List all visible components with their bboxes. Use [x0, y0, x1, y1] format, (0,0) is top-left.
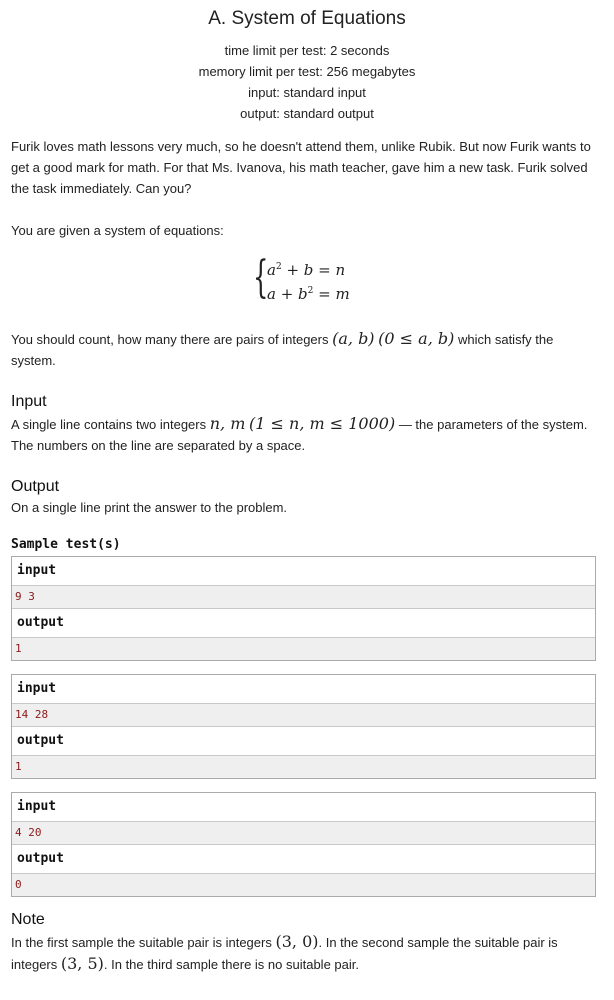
- input-label: input: [12, 793, 595, 822]
- statement-paragraph-3: You should count, how many there are pairs of integers (a, b) (0 ≤ a, b) which satisfy the system.: [11, 329, 554, 368]
- sample-output-value[interactable]: 1: [12, 756, 595, 778]
- statement-paragraph-1: Furik loves math lessons very much, so he doesn't attend them, unlike Rubik. But now Furik wants to get a good mark for math. For that Ms. Ivanova, his math teacher, gave him a new task. Furik solved the task immediately. Can you?: [11, 139, 591, 196]
- sample-test-1: [11, 556, 596, 661]
- sample-test-2: [11, 674, 596, 779]
- sample-input-value[interactable]: 4 20: [12, 822, 595, 845]
- output-label: output: [12, 727, 595, 756]
- output-title: Output: [11, 478, 60, 495]
- equation-system: [253, 252, 373, 306]
- sample-test-3: [11, 792, 596, 897]
- note-text: In the first sample the suitable pair is integers (3, 0). In the second sample the suitable pair is integers (3, 5). In the third sample there is no suitable pair.: [11, 932, 558, 973]
- sample-tests-title: Sample test(s): [11, 537, 121, 552]
- problem-limits: [0, 40, 614, 124]
- sample-input-value[interactable]: 9 3: [12, 586, 595, 609]
- input-label: input: [12, 557, 595, 586]
- time-limit: time limit per test: 2 seconds: [224, 43, 390, 58]
- brace-icon: {: [253, 252, 269, 303]
- statement-paragraph-2: You are given a system of equations:: [11, 223, 224, 238]
- output-description: On a single line print the answer to the problem.: [11, 500, 288, 515]
- memory-limit: memory limit per test: 256 megabytes: [198, 64, 416, 79]
- input-label: input: [12, 675, 595, 704]
- problem-title: A. System of Equations: [208, 8, 406, 29]
- sample-input-value[interactable]: 14 28: [12, 704, 595, 727]
- output-label: output: [12, 609, 595, 638]
- sample-output-value[interactable]: 1: [12, 638, 595, 660]
- sample-output-value[interactable]: 0: [12, 874, 595, 896]
- equation-2: $a + b^2 = m$: [267, 285, 350, 303]
- input-description: A single line contains two integers n, m (1 ≤ n, m ≤ 1000) — the parameters of the system. The numbers on the line are separated by a space.: [11, 414, 588, 453]
- input-title: Input: [11, 393, 47, 410]
- output-spec: output: standard output: [240, 106, 374, 121]
- input-spec: input: standard input: [248, 85, 366, 100]
- equation-1: $a^2 + b = n$: [267, 261, 346, 279]
- note-title: Note: [11, 911, 45, 928]
- output-label: output: [12, 845, 595, 874]
